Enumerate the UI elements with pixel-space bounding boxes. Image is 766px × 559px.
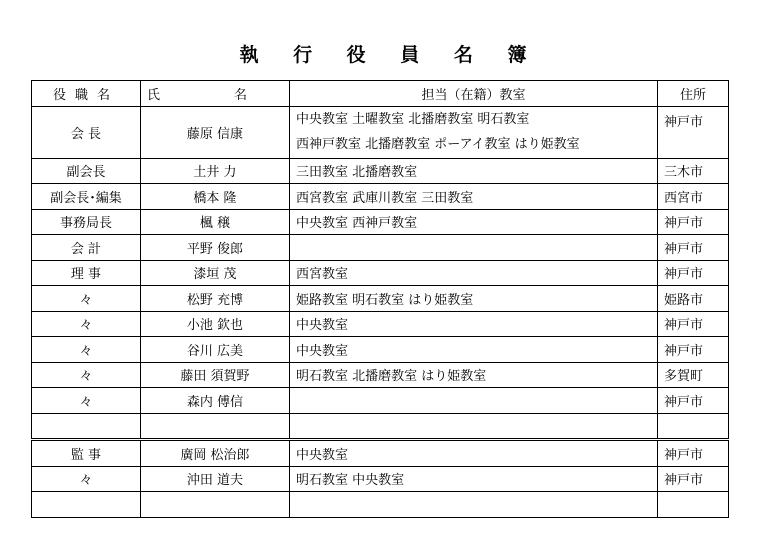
name-cell: 土井 力 xyxy=(141,158,290,184)
address-cell xyxy=(658,413,729,440)
name-cell xyxy=(141,492,290,518)
classroom-cell: 中央教室 xyxy=(290,337,658,363)
table-row xyxy=(32,260,729,286)
role-cell: 々 xyxy=(32,311,141,337)
name-cell: 平野 俊郎 xyxy=(141,235,290,261)
table-row xyxy=(32,466,729,492)
table-row xyxy=(32,388,729,414)
address-cell: 神戸市 xyxy=(658,260,729,286)
name-cell: 森内 傅信 xyxy=(141,388,290,414)
header-name-given: 名 xyxy=(234,87,248,103)
address-cell: 三木市 xyxy=(658,158,729,184)
role-cell: 事務局長 xyxy=(32,209,141,235)
classroom-line: 中央教室 土曜教室 北播磨教室 明石教室 xyxy=(296,111,530,127)
name-cell: 小池 欽也 xyxy=(141,311,290,337)
role-cell: 々 xyxy=(32,466,141,492)
classroom-cell: 西宮教室 武庫川教室 三田教室 xyxy=(290,184,658,210)
classroom-cell xyxy=(290,413,658,440)
classroom-cell: 中央教室 西神戸教室 xyxy=(290,209,658,235)
name-cell: 藤原 信康 xyxy=(141,106,290,158)
role-cell: 理 事 xyxy=(32,260,141,286)
role-cell xyxy=(32,413,141,440)
document-title: 執 行 役 員 名 簿 xyxy=(239,44,541,66)
name-cell: 漆垣 茂 xyxy=(141,260,290,286)
role-cell xyxy=(32,492,141,518)
name-cell xyxy=(141,413,290,440)
classroom-cell xyxy=(290,235,658,261)
table-row xyxy=(32,337,729,363)
name-cell: 橋本 隆 xyxy=(141,184,290,210)
table-row xyxy=(32,209,729,235)
role-cell: 副会長･編集 xyxy=(32,184,141,210)
classroom-cell: 明石教室 中央教室 xyxy=(290,466,658,492)
table-row xyxy=(32,362,729,388)
classroom-cell xyxy=(290,492,658,518)
header-row xyxy=(32,81,729,107)
table-row-empty xyxy=(32,413,729,440)
role-cell: 々 xyxy=(32,337,141,363)
address-cell: 西宮市 xyxy=(658,184,729,210)
role-cell: 会 計 xyxy=(32,235,141,261)
classroom-cell xyxy=(290,388,658,414)
classroom-cell: 明石教室 北播磨教室 はり姫教室 xyxy=(290,362,658,388)
address-cell: 姫路市 xyxy=(658,286,729,312)
header-role: 役職名 xyxy=(32,81,141,107)
address-cell: 多賀町 xyxy=(658,362,729,388)
name-cell: 谷川 広美 xyxy=(141,337,290,363)
header-classroom: 担当（在籍）教室 xyxy=(290,81,658,107)
role-cell: 副会長 xyxy=(32,158,141,184)
classroom-cell: 中央教室 xyxy=(290,440,658,467)
classroom-line: 西神戸教室 北播磨教室 ポーアイ教室 はり姫教室 xyxy=(296,136,580,152)
table-row xyxy=(32,184,729,210)
role-cell: 会 長 xyxy=(32,106,141,158)
header-name-surname: 氏 xyxy=(147,87,161,103)
table-row xyxy=(32,235,729,261)
name-cell: 楓 穣 xyxy=(141,209,290,235)
address-cell: 神戸市 xyxy=(658,311,729,337)
role-cell: 々 xyxy=(32,388,141,414)
classroom-cell: 中央教室 xyxy=(290,311,658,337)
address-cell: 神戸市 xyxy=(658,106,729,158)
address-cell: 神戸市 xyxy=(658,388,729,414)
address-cell: 神戸市 xyxy=(658,440,729,467)
name-cell: 廣岡 松治郎 xyxy=(141,440,290,467)
classroom-cell: 姫路教室 明石教室 はり姫教室 xyxy=(290,286,658,312)
address-cell xyxy=(658,492,729,518)
header-address: 住所 xyxy=(658,81,729,107)
name-cell: 藤田 須賀野 xyxy=(141,362,290,388)
name-cell: 松野 充博 xyxy=(141,286,290,312)
table-row xyxy=(32,286,729,312)
classroom-cell: 三田教室 北播磨教室 xyxy=(290,158,658,184)
officer-roster-table xyxy=(31,80,729,518)
role-cell: 々 xyxy=(32,286,141,312)
role-cell: 々 xyxy=(32,362,141,388)
role-cell: 監 事 xyxy=(32,440,141,467)
table-row xyxy=(32,158,729,184)
header-name xyxy=(141,81,290,107)
address-cell: 神戸市 xyxy=(658,466,729,492)
classroom-cell: 西宮教室 xyxy=(290,260,658,286)
classroom-cell xyxy=(290,106,658,158)
address-cell: 神戸市 xyxy=(658,337,729,363)
table-row xyxy=(32,440,729,467)
table-row xyxy=(32,106,729,158)
table-row xyxy=(32,311,729,337)
name-cell: 沖田 道夫 xyxy=(141,466,290,492)
address-cell: 神戸市 xyxy=(658,235,729,261)
table-row-empty xyxy=(32,492,729,518)
address-cell: 神戸市 xyxy=(658,209,729,235)
